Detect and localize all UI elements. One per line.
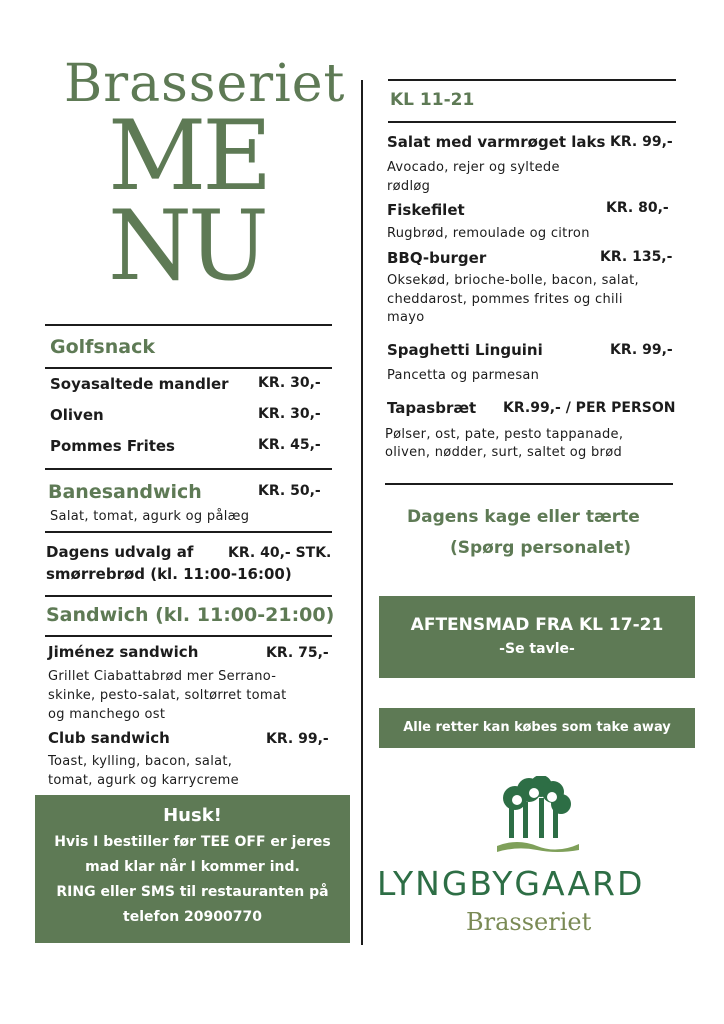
dagens-line1: Dagens udvalg af — [46, 543, 194, 561]
menu-item-name: Pommes Frites — [50, 437, 175, 455]
section-heading-sandwich: Sandwich (kl. 11:00-21:00) — [46, 604, 335, 626]
menu-item-price: KR. 30,- — [258, 406, 321, 422]
husk-line: RING eller SMS til restauranten på — [56, 884, 329, 900]
column-divider — [361, 80, 363, 945]
husk-box — [35, 795, 350, 943]
menu-item-price: KR. 80,- — [606, 200, 669, 216]
aftensmad-line1: AFTENSMAD FRA KL 17-21 — [410, 615, 664, 635]
divider — [388, 121, 676, 123]
divider — [45, 531, 332, 533]
menu-item-description: Grillet Ciabattabrød mer Serrano- — [48, 669, 277, 684]
cake-line1: Dagens kage eller tærte — [407, 507, 640, 527]
menu-item-description: Oksekød, brioche-bolle, bacon, salat, — [387, 273, 639, 288]
menu-item-price: KR. 75,- — [266, 645, 329, 661]
menu-item-description: mayo — [387, 310, 425, 325]
menu-item-price: KR. 99,- — [610, 342, 673, 358]
dagens-line2: smørrebrød (kl. 11:00-16:00) — [46, 565, 292, 583]
brand-title: Brasseriet — [64, 54, 346, 114]
menu-item-description: Salat, tomat, agurk og pålæg — [50, 509, 250, 524]
menu-item-price: KR. 30,- — [258, 375, 321, 391]
menu-item-name: Soyasaltede mandler — [50, 375, 229, 393]
menu-item-name: Spaghetti Linguini — [387, 341, 543, 359]
menu-item-name: Fiskefilet — [387, 201, 465, 219]
logo-subtitle: Brasseriet — [466, 908, 592, 936]
menu-item-description: og manchego ost — [48, 707, 166, 722]
section-heading-banesandwich: Banesandwich — [48, 481, 202, 503]
menu-item-name: Club sandwich — [48, 729, 170, 747]
aftensmad-line2: -Se tavle- — [499, 641, 575, 657]
divider — [45, 367, 332, 369]
husk-title: Husk! — [163, 805, 222, 826]
divider — [385, 483, 673, 485]
menu-item-price: KR. 99,- — [266, 731, 329, 747]
divider — [45, 324, 332, 326]
husk-line: mad klar når I kommer ind. — [85, 859, 300, 875]
menu-item-description: tomat, agurk og karrycreme — [48, 773, 239, 788]
section-heading-kl: KL 11-21 — [390, 90, 475, 110]
menu-item-name: Oliven — [50, 406, 104, 424]
menu-title-line1: ME — [108, 100, 269, 212]
menu-item-description: Avocado, rejer og syltede — [387, 160, 560, 175]
menu-item-name: Salat med varmrøget laks — [387, 133, 606, 151]
husk-line: Hvis I bestiller før TEE OFF er jeres — [54, 834, 331, 850]
takeaway-box — [379, 708, 695, 748]
menu-item-description: Pancetta og parmesan — [387, 368, 540, 383]
divider — [388, 79, 676, 81]
section-heading-golfsnack: Golfsnack — [50, 336, 155, 358]
menu-item-price: KR. 45,- — [258, 437, 321, 453]
menu-item-price: KR. 99,- — [610, 134, 673, 150]
menu-title-line2: NU — [108, 190, 265, 302]
menu-item-description: Pølser, ost, pate, pesto tappanade, — [385, 427, 624, 442]
menu-item-description: rødløg — [387, 179, 431, 194]
husk-line: telefon 20900770 — [123, 909, 262, 925]
menu-item-name: BBQ-burger — [387, 249, 487, 267]
menu-item-description: cheddarost, pommes frites og chili — [387, 292, 623, 307]
menu-item-description: Rugbrød, remoulade og citron — [387, 226, 590, 241]
menu-item-name: Jiménez sandwich — [48, 643, 199, 661]
logo-wordmark: LYNGBYGAARD — [377, 864, 645, 903]
menu-item-description: oliven, nødder, surt, saltet og brød — [385, 445, 623, 460]
aftensmad-box — [379, 596, 695, 678]
dagens-price: KR. 40,- STK. — [228, 545, 332, 561]
takeaway-text: Alle retter kan købes som take away — [403, 720, 671, 735]
menu-item-description: Toast, kylling, bacon, salat, — [48, 754, 233, 769]
cake-line2: (Spørg personalet) — [450, 538, 632, 558]
menu-item-price: KR. 50,- — [258, 483, 321, 499]
divider — [45, 468, 332, 470]
divider — [45, 595, 332, 597]
menu-item-description: skinke, pesto-salat, soltørret tomat — [48, 688, 287, 703]
tree-logo-icon — [495, 776, 581, 856]
menu-item-price: KR.99,- / PER PERSON — [503, 400, 676, 416]
divider — [45, 635, 332, 637]
menu-item-name: Tapasbræt — [387, 399, 477, 417]
menu-item-price: KR. 135,- — [600, 249, 673, 265]
